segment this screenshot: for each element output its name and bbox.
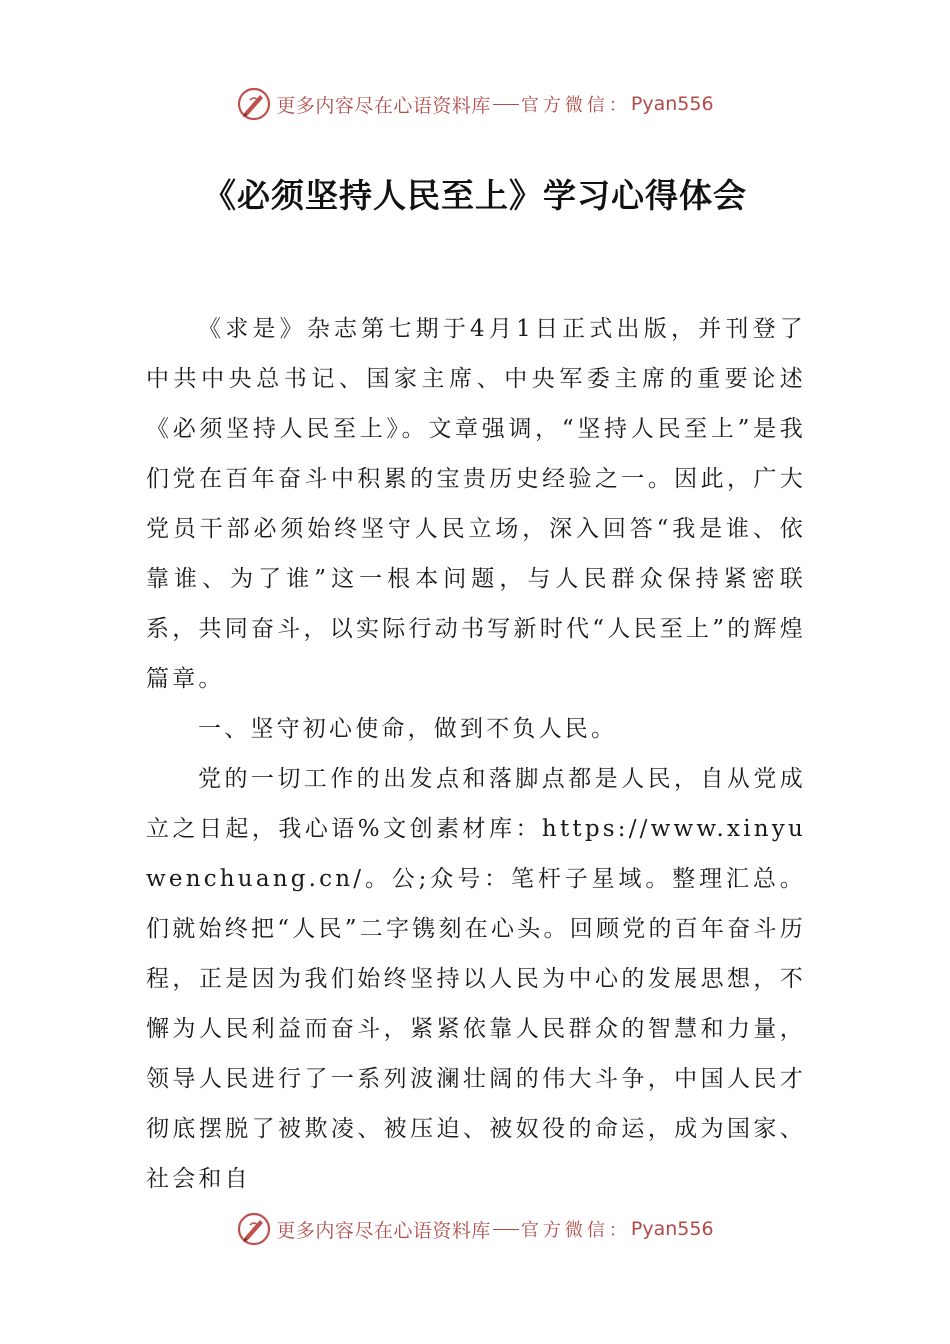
banner-wechat-id: Pyan556 xyxy=(630,93,714,115)
banner-wechat-label: 官方微信： xyxy=(520,95,631,116)
pen-logo-icon xyxy=(236,1211,272,1247)
banner-brand-text: 更多内容尽在心语资料库 xyxy=(276,1219,491,1242)
banner-separator xyxy=(493,104,519,105)
paragraph-section-one: 党的一切工作的出发点和落脚点都是人民，自从党成立之日起，我心语%文创素材库：https://www.xinyuwenchuang.cn/。公;众号：笔杆子星域。整理汇总。们就始终把“人民”二字镌刻在心头。回顾党的百年奋斗历程，正是因为我们始终坚持以人民为中心的发展思想，不懈为人民利益而奋斗，紧紧依靠人民群众的智慧和力量，领导人民进行了一系列波澜壮阔的伟大斗争，中国人民才彻底摆脱了被欺凌、被压迫、被奴役的命运，成为国家、社会和自 xyxy=(146,766,806,1192)
footer-watermark-banner xyxy=(0,1205,950,1253)
document-body xyxy=(146,304,806,1204)
banner-wechat-label: 官方微信： xyxy=(520,1220,631,1241)
section-heading-one: 一、坚守初心使命，做到不负人民。 xyxy=(198,716,618,742)
banner-brand-text: 更多内容尽在心语资料库 xyxy=(276,94,491,117)
paragraph-intro: 《求是》杂志第七期于4月1日正式出版，并刊登了中共中央总书记、国家主席、中央军委主席的重要论述《必须坚持人民至上》。文章强调，“坚持人民至上”是我们党在百年奋斗中积累的宝贵历史经验之一。因此，广大党员干部必须始终坚守人民立场，深入回答“我是谁、依靠谁、为了谁”这一根本问题，与人民群众保持紧密联系，共同奋斗，以实际行动书写新时代“人民至上”的辉煌篇章。 xyxy=(146,316,806,692)
document-title: 《必须坚持人民至上》学习心得体会 xyxy=(203,176,747,215)
banner-separator xyxy=(493,1229,519,1230)
banner-wechat-id: Pyan556 xyxy=(630,1218,714,1240)
pen-logo-icon xyxy=(236,86,272,122)
header-watermark-banner xyxy=(0,80,950,128)
